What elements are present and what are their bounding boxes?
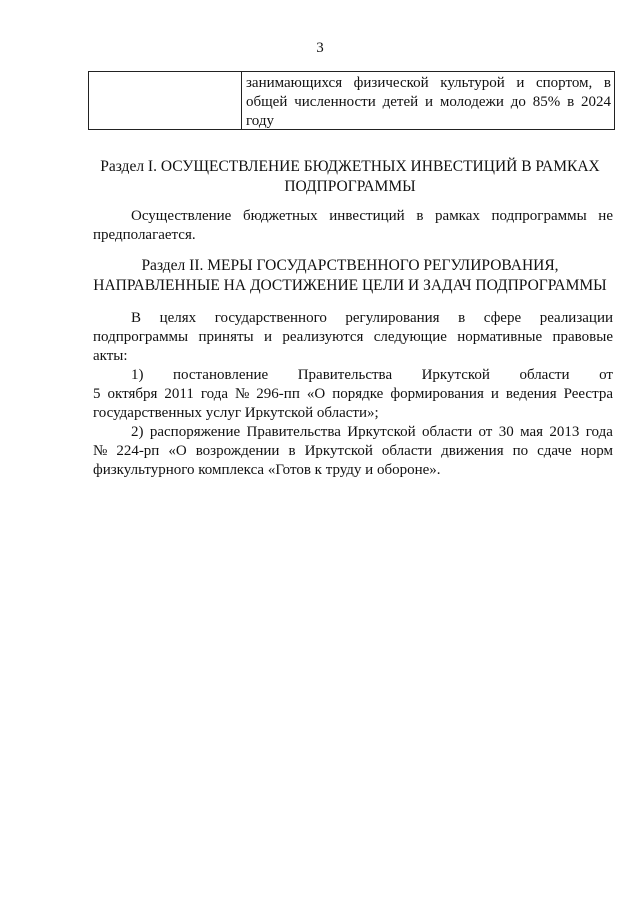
section1-heading (80, 157, 620, 197)
paragraph-line (93, 328, 613, 347)
word: года (585, 424, 613, 440)
word: детей (382, 94, 419, 110)
table-fragment (88, 71, 615, 130)
word: В (131, 310, 142, 326)
word: реализации (539, 310, 613, 326)
word: целях (159, 310, 197, 326)
paragraph-line (93, 423, 613, 442)
word: и (424, 94, 434, 110)
word: Правительства (246, 424, 341, 440)
table-cell-text (242, 72, 614, 129)
word: в (603, 75, 611, 91)
word: 5 (93, 386, 101, 402)
word: приняты (198, 329, 254, 345)
word: и (516, 75, 525, 91)
word: сфере (483, 310, 522, 326)
word: до (510, 94, 526, 110)
word: в (458, 310, 466, 326)
table-cell-line (246, 93, 611, 112)
paragraph-line: физкультурного комплекса «Готов к труду и обороне». (93, 462, 441, 478)
word: спортом, (536, 75, 593, 91)
word: Осуществление (131, 208, 232, 224)
word: в (288, 443, 296, 459)
word: формирования (390, 386, 484, 402)
word: от (478, 424, 493, 440)
word: «О (306, 386, 326, 402)
word: правовые (552, 329, 613, 345)
section1-paragraph (93, 207, 613, 245)
word: 2013 (549, 424, 580, 440)
word: распоряжение (149, 424, 241, 440)
word: возрождении (195, 443, 280, 459)
word: бюджетных (242, 208, 318, 224)
word: ведения (505, 386, 557, 402)
word: и (490, 386, 499, 402)
word: государственного (214, 310, 327, 326)
section2-heading-line: НАПРАВЛЕННЫЕ НА ДОСТИЖЕНИЕ ЦЕЛИ И ЗАДАЧ ПОДПРОГРАММЫ (93, 277, 607, 294)
section2-heading (80, 256, 620, 296)
word: № (234, 386, 250, 402)
word: общей (246, 94, 288, 110)
section1-heading-line: ПОДПРОГРАММЫ (284, 178, 416, 195)
word: 296-пп (256, 386, 300, 402)
word: реализуются (282, 329, 364, 345)
word: 85% (532, 94, 561, 110)
word: и (263, 329, 272, 345)
word: 2) (131, 424, 144, 440)
word: сдаче (537, 443, 572, 459)
word: по (512, 443, 529, 459)
word: в (567, 94, 575, 110)
word: Реестра (563, 386, 613, 402)
paragraph-line (93, 385, 613, 404)
word: инвестиций (329, 208, 405, 224)
word: Иркутской (347, 424, 416, 440)
section2-item2 (93, 423, 613, 480)
word: № (93, 443, 108, 459)
paragraph-line: государственных услуг Иркутской области»; (93, 405, 379, 421)
word: нормативные (457, 329, 543, 345)
word: подпрограммы (491, 208, 587, 224)
paragraph-line (93, 366, 613, 385)
word: норм (580, 443, 613, 459)
section2-heading-line: Раздел II. МЕРЫ ГОСУДАРСТВЕННОГО РЕГУЛИРОВАНИЯ, (141, 257, 559, 274)
word: молодежи (439, 94, 504, 110)
word: не (598, 208, 613, 224)
word: года (200, 386, 228, 402)
table-cell-empty (89, 72, 242, 129)
paragraph-line (93, 207, 613, 226)
word: 2024 (581, 94, 611, 110)
paragraph-line: предполагается. (93, 227, 196, 243)
word: физической (353, 75, 429, 91)
section2-item1 (93, 366, 613, 423)
section2-intro (93, 309, 613, 366)
page-number: 3 (316, 40, 324, 56)
word: занимающихся (246, 75, 343, 91)
word: порядке (332, 386, 384, 402)
word: рамках (435, 208, 480, 224)
paragraph-line (93, 442, 613, 461)
word: 224-рп (116, 443, 160, 459)
word: Правительства (297, 367, 393, 383)
word: движения (441, 443, 504, 459)
word: области (421, 424, 473, 440)
word: в (416, 208, 424, 224)
section1-heading-line: Раздел I. ОСУЩЕСТВЛЕНИЕ БЮДЖЕТНЫХ ИНВЕСТИЦИЙ В РАМКАХ (100, 158, 600, 175)
word: октября (107, 386, 158, 402)
word: численности (294, 94, 376, 110)
paragraph-line (93, 309, 613, 328)
word: от (599, 367, 613, 383)
word: постановление (172, 367, 269, 383)
word: Иркутской (421, 367, 490, 383)
word: подпрограммы (93, 329, 189, 345)
word: области (519, 367, 570, 383)
table-cell-line (246, 74, 611, 93)
word: 30 (498, 424, 514, 440)
paragraph-line: акты: (93, 348, 128, 364)
word: следующие (373, 329, 447, 345)
word: мая (520, 424, 544, 440)
word: культурой (440, 75, 505, 91)
word: «О (168, 443, 187, 459)
word: Иркутской (304, 443, 373, 459)
word: 1) (131, 367, 144, 383)
table-cell-line: году (246, 113, 274, 129)
word: регулирования (345, 310, 440, 326)
word: области (381, 443, 433, 459)
word: 2011 (164, 386, 194, 402)
